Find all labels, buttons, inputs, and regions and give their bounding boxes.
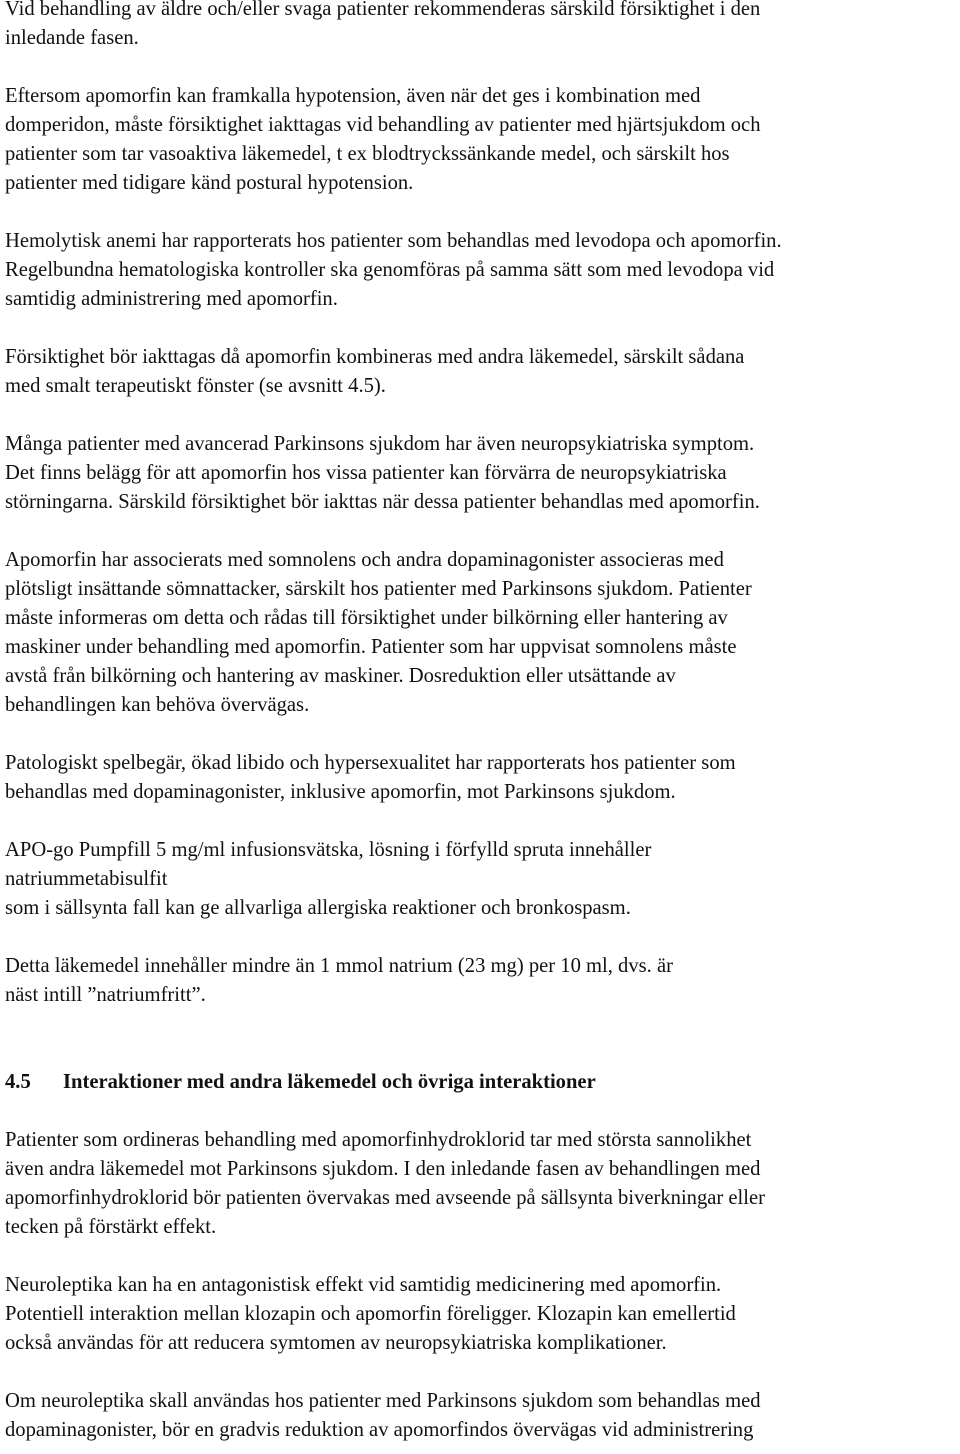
paragraph-neuroleptics-dose: Om neuroleptika skall användas hos patienter med Parkinsons sjukdom som behandlas med dopaminagonister, bör en gradvis reduktion av apomorfindos övervägas vid administrering (5, 1390, 761, 1441)
document-page (5, 0, 955, 1445)
paragraph-sodium: Detta läkemedel innehåller mindre än 1 mmol natrium (23 mg) per 10 ml, dvs. är näst intill ”natriumfritt”. (5, 955, 673, 1006)
paragraph-hemolytic-anemia: Hemolytisk anemi har rapporterats hos patienter som behandlas med levodopa och apomorfin. Regelbundna hematologiska kontroller ska genomföras på samma sätt som med levodopa vid samtidig administrering med apomorfin. (5, 230, 782, 310)
paragraph-neuroleptics: Neuroleptika kan ha en antagonistisk effekt vid samtidig medicinering med apomorfin. Potentiell interaktion mellan klozapin och apomorfin föreligger. Klozapin kan emellertid också användas för att reducera symtomen av neuropsykiatriska komplikationer. (5, 1274, 736, 1354)
section-heading (5, 1068, 955, 1097)
paragraph-hypotension: Eftersom apomorfin kan framkalla hypotension, även när det ges i kombination med domperidon, måste försiktighet iakttagas vid behandling av patienter med hjärtsjukdom och patienter som tar vasoaktiva läkemedel, t ex blodtryckssänkande medel, och särskilt hos patienter med tidigare känd postural hypotension. (5, 85, 761, 194)
section-number: 4.5 (5, 1071, 31, 1093)
paragraph-neuropsychiatric: Många patienter med avancerad Parkinsons sjukdom har även neuropsykiatriska symptom. Det finns belägg för att apomorfin hos vissa patienter kan förvärra de neuropsykiatriska störningarna. Särskild försiktighet bör iakttas när dessa patienter behandlas med apomorfin. (5, 433, 760, 513)
section-title: Interaktioner med andra läkemedel och övriga interaktioner (63, 1071, 596, 1093)
paragraph-somnolence: Apomorfin har associerats med somnolens och andra dopaminagonister associeras med plötsligt insättande sömnattacker, särskilt hos patienter med Parkinsons sjukdom. Patienter måste informeras om detta och rådas till försiktighet under bilkörning eller hantering av maskiner under behandling med apomorfin. Patienter som har uppvisat somnolens måste avstå från bilkörning och hantering av maskiner. Dosreduktion eller utsättande av behandlingen kan behöva övervägas. (5, 549, 752, 716)
paragraph-interaction-intro: Patienter som ordineras behandling med apomorfinhydroklorid tar med största sannolikhet även andra läkemedel mot Parkinsons sjukdom. I den inledande fasen av behandlingen med apomorfinhydroklorid bör patienten övervakas med avseende på sällsynta biverkningar eller tecken på förstärkt effekt. (5, 1129, 765, 1238)
paragraph-drug-combination: Försiktighet bör iakttagas då apomorfin kombineras med andra läkemedel, särskilt sådana med smalt terapeutiskt fönster (se avsnitt 4.5). (5, 346, 745, 397)
paragraph-gambling: Patologiskt spelbegär, ökad libido och hypersexualitet har rapporterats hos patienter som behandlas med dopaminagonister, inklusive apomorfin, mot Parkinsons sjukdom. (5, 752, 736, 803)
paragraph-metabisulfite: APO-go Pumpfill 5 mg/ml infusionsvätska, lösning i förfylld spruta innehåller natriummetabisulfit som i sällsynta fall kan ge allvarliga allergiska reaktioner och bronkospasm. (5, 839, 652, 919)
paragraph-elderly-caution: Vid behandling av äldre och/eller svaga patienter rekommenderas särskild försiktighet i den inledande fasen. (5, 0, 761, 49)
